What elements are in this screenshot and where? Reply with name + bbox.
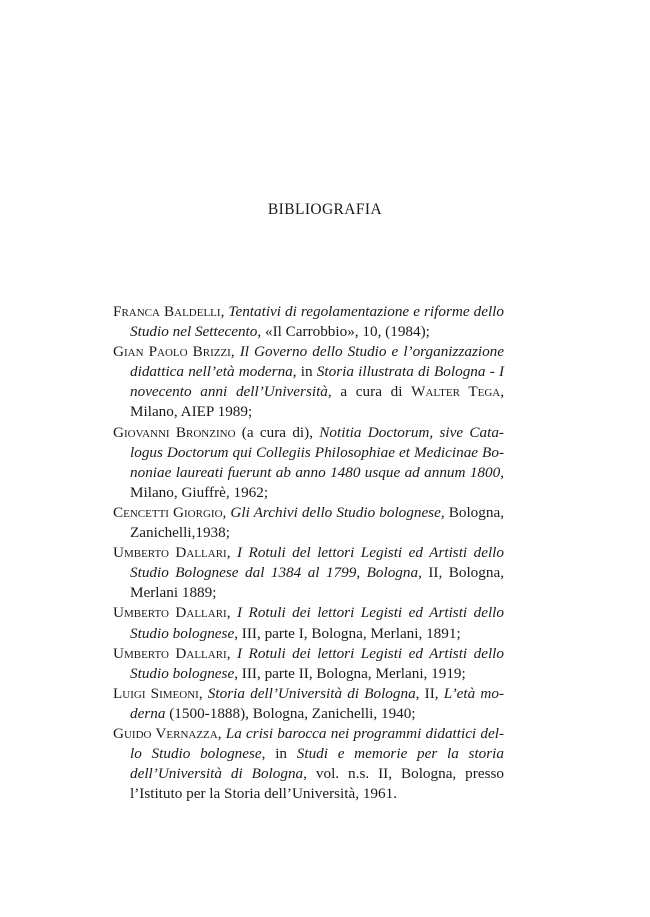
entry-text: , <box>220 303 229 320</box>
entry-author: Franca Baldelli <box>113 303 221 320</box>
entry-title-text: Storia illustrata di Bologna - I novecento anni dell’Università <box>130 363 505 401</box>
entry-text: , Bologna, Zanichelli,1938; <box>130 503 504 542</box>
entry-text: , in <box>292 363 317 381</box>
bibliography-entry <box>113 724 504 804</box>
entry-author: Umberto Dallari <box>113 644 227 662</box>
entry-text: II, Bologna, Merlani 1889; <box>130 564 504 602</box>
entry-author: Cencetti Giorgio <box>113 503 223 521</box>
entry-text: , in <box>261 745 297 763</box>
bibliography-entry <box>113 603 504 643</box>
entry-title-text: Storia dell’Università di Bologna <box>207 684 416 702</box>
entry-text: , <box>222 503 231 521</box>
page-title: BIBLIOGRAFIA <box>267 201 383 218</box>
entry-text: , vol. n.s. II, Bologna, presso l’Istituto per la Storia dell’Università, 1961. <box>130 765 504 803</box>
entry-text: , <box>230 343 240 361</box>
entry-text: , «Il Carrobbio», 10, (1984); <box>257 323 430 341</box>
entry-text: (1500-1888), Bologna, Zanichelli, 1940; <box>165 704 416 722</box>
entry-text: , <box>198 684 208 702</box>
bibliography-entry <box>113 503 504 543</box>
entry-author: Guido Vernazza <box>113 724 218 742</box>
entry-text: , Milano, Giuffrè, 1962; <box>130 463 504 501</box>
entry-title-text: I Rotuli dei lettori Legisti ed Artisti dello Studio bolognese <box>130 604 504 642</box>
entry-title-text: Studi e memorie per la storia dell’Università di Bologna <box>130 745 504 783</box>
bibliography-entry <box>113 543 504 603</box>
entry-editor-name: Walter Tega <box>411 383 501 401</box>
bibliography-list <box>113 302 504 804</box>
bibliography-entry <box>113 342 504 422</box>
entry-title-text: Gli Archivi dello Studio bolognese <box>230 503 441 521</box>
entry-author: Umberto Dallari <box>113 544 227 562</box>
entry-title-text: I Rotuli del lettori Legisti ed Artisti dello Studio Bolognese dal 1384 al 1799, Bologna, <box>130 544 504 582</box>
entry-text: , Milano, AIEP 1989; <box>130 383 505 421</box>
entry-title-text: La crisi barocca nei programmi didattici dello Studio bolognese <box>130 724 505 763</box>
entry-author: Giovanni Bronzino <box>113 423 236 441</box>
entry-author: Luigi Simeoni <box>113 684 199 702</box>
entry-text: , II, <box>415 684 444 702</box>
entry-author: Gian Paolo Brizzi <box>113 343 231 361</box>
bibliography-entry <box>113 302 504 342</box>
entry-title-text: Tentativi di regolamentazione e riforme dello Studio nel Settecento <box>130 303 504 341</box>
entry-title-text: I Rotuli dei lettori Legisti ed Artisti dello Studio bolognese <box>130 644 504 682</box>
entry-text: , <box>226 644 238 662</box>
bibliography-entry <box>113 684 504 724</box>
entry-title-text: L’età moderna <box>130 684 505 722</box>
entry-title-text: Notitia Doctorum, sive Catalogus Doctorum qui Collegiis Philosophiae et Medicinae Bononiae laureati fuerunt ab anno 1480 usque ad annum 1800 <box>130 423 504 481</box>
bibliography-entry <box>113 423 504 503</box>
entry-text: , <box>226 604 238 622</box>
entry-text: , <box>217 724 226 742</box>
entry-text: , III, parte II, Bologna, Merlani, 1919; <box>234 664 466 682</box>
bibliography-entry <box>113 644 504 684</box>
entry-text: (a cura di), <box>235 423 320 441</box>
entry-text: , III, parte I, Bologna, Merlani, 1891; <box>234 624 461 642</box>
entry-text: , a cura di <box>327 383 412 401</box>
entry-text: , <box>226 544 238 562</box>
entry-author: Umberto Dallari <box>113 604 227 622</box>
entry-title-text: Il Governo dello Studio e l’organizzazione didattica nell’età moderna <box>130 343 505 381</box>
